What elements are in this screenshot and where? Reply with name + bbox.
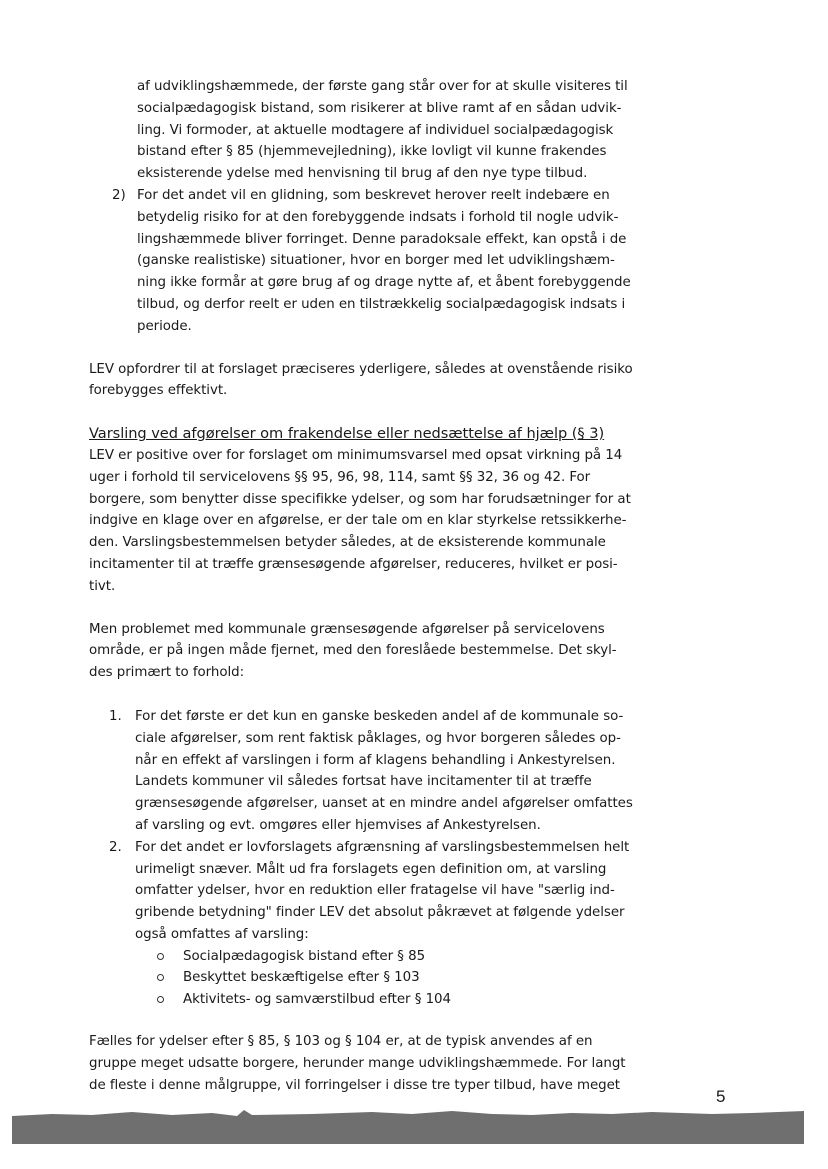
text-line: tilbud, og derfor reelt er uden en tilstrækkelig socialpædagogisk indsats i	[137, 296, 626, 312]
text-line: de fleste i denne målgruppe, vil forringelser i disse tre typer tilbud, have meget	[89, 1077, 620, 1093]
text-line: indgive en klage over en afgørelse, er der tale om en klar styrkelse retssikkerhe-	[89, 513, 627, 529]
list-item	[89, 185, 649, 338]
text-line: eksisterende ydelse med henvisning til brug af den nye type tilbud.	[137, 166, 588, 182]
page-number: 5	[716, 1087, 726, 1106]
footer-band	[12, 1110, 804, 1144]
text-line: af varsling og evt. omgøres eller hjemvises af Ankestyrelsen.	[135, 817, 541, 833]
paragraph	[89, 359, 649, 403]
text-line: LEV opfordrer til at forslaget præciseres yderligere, således at ovenstående risiko	[89, 361, 633, 377]
text-line: omfatter ydelser, hvor en reduktion eller fratagelse vil have "særlig ind-	[135, 883, 615, 899]
list-item-continuation	[89, 76, 649, 185]
bullet-text: Beskyttet beskæftigelse efter § 103	[183, 970, 420, 986]
text-line: også omfattes af varsling:	[135, 926, 309, 942]
text-line: borgere, som benytter disse specifikke ydelser, og som har forudsætninger for at	[89, 491, 631, 507]
text-line: grænsesøgende afgørelser, uanset at en mindre andel afgørelser omfattes	[135, 796, 633, 812]
document-body	[89, 76, 649, 1096]
text-line: periode.	[137, 318, 192, 334]
text-line: lingshæmmede bliver forringet. Denne paradoksale effekt, kan opstå i de	[137, 231, 627, 247]
circle-bullet-icon	[157, 974, 164, 981]
text-line: når en effekt af varslingen i form af klagens behandling i Ankestyrelsen.	[135, 752, 616, 768]
text-line: ning ikke formår at gøre brug af og drage nytte af, et åbent forebyggende	[137, 275, 631, 291]
text-line: tivt.	[89, 578, 116, 594]
text-line: socialpædagogisk bistand, som risikerer at blive ramt af en sådan udvik-	[137, 100, 622, 116]
bullet-text: Socialpædagogisk bistand efter § 85	[183, 948, 426, 964]
paragraph	[89, 1031, 649, 1096]
bullet-item	[137, 967, 649, 989]
text-line: ling. Vi formoder, at aktuelle modtagere af individuel socialpædagogisk	[137, 122, 614, 138]
text-line: Fælles for ydelser efter § 85, § 103 og § 104 er, at de typisk anvendes af en	[89, 1034, 593, 1050]
text-line: incitamenter til at træffe grænsesøgende afgørelser, reduceres, hvilket er posi-	[89, 556, 618, 572]
list-item	[89, 706, 649, 837]
paragraph	[89, 445, 649, 598]
section-heading: Varsling ved afgørelser om frakendelse eller nedsættelse af hjælp (§ 3)	[89, 425, 605, 443]
paragraph	[89, 619, 649, 684]
text-line: ciale afgørelser, som rent faktisk påklages, og hvor borgeren således op-	[135, 730, 621, 746]
text-line: gribende betydning" finder LEV det absolut påkrævet at følgende ydelser	[135, 905, 625, 921]
text-line: gruppe meget udsatte borgere, herunder mange udviklingshæmmede. For langt	[89, 1055, 626, 1071]
bullet-text: Aktivitets- og samværstilbud efter § 104	[183, 992, 451, 1008]
text-line: bistand efter § 85 (hjemmevejledning), ikke lovligt vil kunne frakendes	[137, 144, 607, 160]
circle-bullet-icon	[157, 996, 164, 1003]
text-line: For det andet er lovforslagets afgrænsning af varslingsbestemmelsen helt	[135, 839, 630, 855]
list-marker: 1.	[109, 708, 122, 724]
text-line: af udviklingshæmmede, der første gang står over for at skulle visiteres til	[137, 79, 628, 94]
text-line: forebygges effektivt.	[89, 383, 228, 399]
text-line: For det første er det kun en ganske beskeden andel af de kommunale so-	[135, 708, 624, 724]
list-item	[89, 837, 649, 946]
footer-band-shape	[12, 1110, 804, 1144]
text-line: uger i forhold til servicelovens §§ 95, 96, 98, 114, samt §§ 32, 36 og 42. For	[89, 469, 591, 485]
list-marker: 2.	[109, 839, 122, 855]
text-line: For det andet vil en glidning, som beskrevet herover reelt indebære en	[137, 187, 610, 203]
text-line: (ganske realistiske) situationer, hvor en borger med let udviklingshæm-	[137, 253, 615, 269]
text-line: des primært to forhold:	[89, 665, 245, 681]
text-line: område, er på ingen måde fjernet, med den foreslåede bestemmelse. Det skyl-	[89, 643, 617, 659]
text-line: den. Varslingsbestemmelsen betyder således, at de eksisterende kommunale	[89, 535, 606, 551]
circle-bullet-icon	[157, 953, 164, 960]
text-line: Landets kommuner vil således fortsat have incitamenter til at træffe	[135, 774, 592, 790]
text-line: urimeligt snæver. Målt ud fra forslagets egen definition om, at varsling	[135, 861, 607, 877]
text-line: Men problemet med kommunale grænsesøgende afgørelser på servicelovens	[89, 621, 605, 637]
bullet-item	[137, 989, 649, 1011]
text-line: betydelig risiko for at den forebyggende indsats i forhold til nogle udvik-	[137, 209, 619, 225]
list-marker: 2)	[112, 187, 126, 203]
text-line: LEV er positive over for forslaget om minimumsvarsel med opsat virkning på 14	[89, 447, 623, 463]
bullet-item	[137, 946, 649, 968]
bullet-list	[89, 946, 649, 1011]
